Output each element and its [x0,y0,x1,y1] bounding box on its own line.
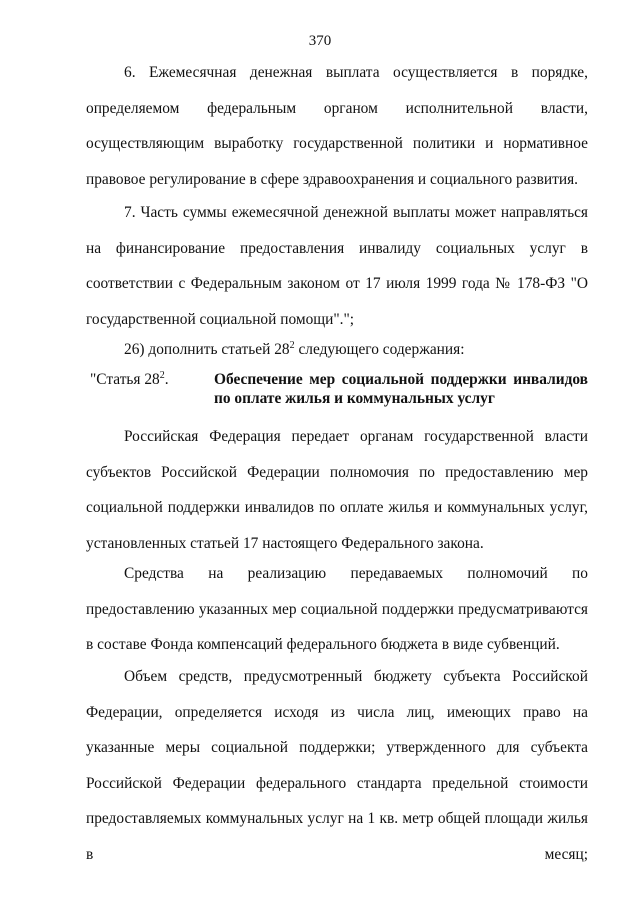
article-label [90,370,169,389]
paragraph-7-first-line: 7. Часть суммы ежемесячной денежной выплаты может направляться [124,204,588,221]
amendment-text-after: следующего содержания: [294,341,465,358]
body-paragraph-2 [86,556,588,663]
paragraph-6 [86,55,588,197]
body-paragraph-1-text: субъектов Российской Федерации полномочия по предоставлению мер социальной поддержки инвалидов по оплате жилья и коммунальных услуг, установленных статьей 17 настоящего Федерального закона. [86,463,588,552]
article-title: Обеспечение мер социальной поддержки инвалидов по оплате жилья и коммунальных услуг [214,371,588,407]
amendment-line [86,332,588,368]
body-paragraph-3-first-line: Объем средств, предусмотренный бюджету субъекта Российской [124,668,588,685]
amendment-text-before: 26) дополнить статьей 28 [124,341,290,358]
body-paragraph-1 [86,419,588,561]
amendment-superscript: 2 [289,340,295,351]
paragraph-6-first-line: 6. Ежемесячная денежная выплата осуществляется в порядке, [124,64,588,81]
article-label-text: "Статья 28 [90,371,160,388]
paragraph-7-text: на финансирование предоставления инвалиду социальных услуг в соответствии с Федеральным законом от 17 июля 1999 года № 178-ФЗ "О государственной социальной помощи"."; [86,239,588,328]
article-label-dot: . [164,371,169,388]
paragraph-6-text: определяемом федеральным органом исполнительной власти, осуществляющим выработку государственной политики и нормативное правовое регулирование в сфере здравоохранения и социального развития. [86,99,588,188]
body-paragraph-1-first-line: Российская Федерация передает органам государственной власти [124,428,588,445]
body-paragraph-3-text: Федерации, определяется исходя из числа лиц, имеющих право на указанные меры социальной поддержки; утвержденного для субъекта Российской Федерации федерального стандарта предельной стоимости предоставляемых коммунальных услуг на 1 кв. метр общей площади жилья в месяц; [86,703,588,863]
body-paragraph-2-text: предоставлению указанных мер социальной поддержки предусматриваются в составе Фонда компенсаций федерального бюджета в виде субвенций. [86,600,588,654]
paragraph-7 [86,195,588,337]
article-label-superscript: 2 [159,370,165,381]
body-paragraph-2-first-line: Средства на реализацию передаваемых полномочий по [124,565,588,582]
body-paragraph-3 [86,659,588,873]
page-number: 370 [308,33,332,49]
